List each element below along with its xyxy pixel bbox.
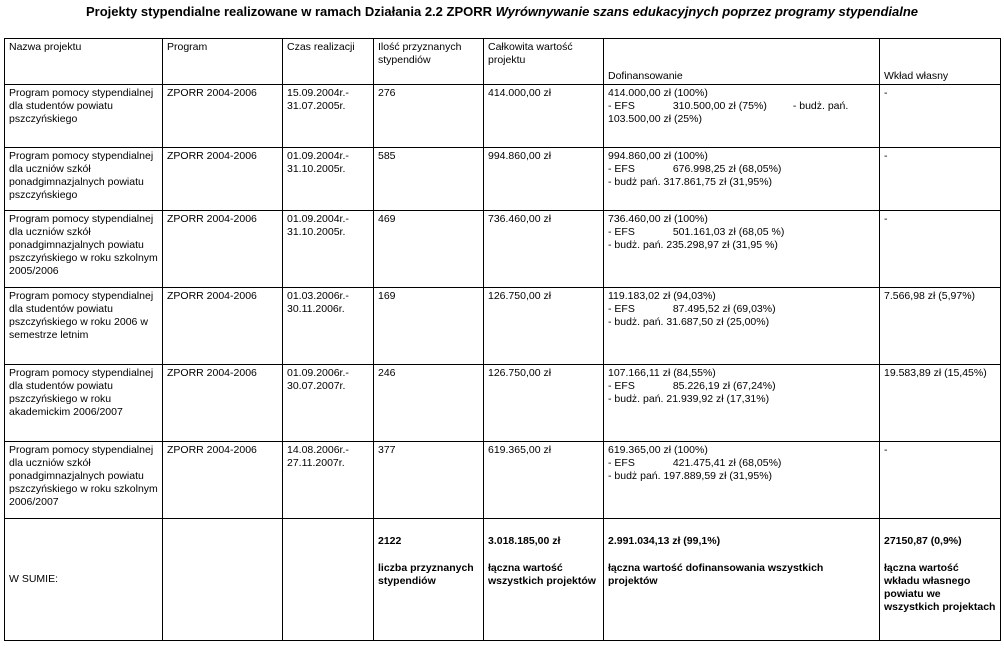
cell-time: 01.09.2004r.- 31.10.2005r.: [283, 211, 374, 288]
cell-funding: 736.460,00 zł (100%) - EFS 501.161,03 zł (68,05 %) - budż. pań. 235.298,97 zł (31,95 %): [604, 211, 880, 288]
cell-name: Program pomocy stypendialnej dla studentów powiatu pszczyńskiego: [5, 85, 163, 148]
cell-count: 276: [374, 85, 484, 148]
header-program: Program: [163, 39, 283, 85]
page-title: [0, 4, 1004, 19]
summary-funding: 2.991.034,13 zł (99,1%) łączna wartość dofinansowania wszystkich projektów: [604, 519, 880, 641]
table-row: [5, 288, 1001, 365]
title-main: Projekty stypendialne realizowane w ramach Działania 2.2 ZPORR: [85, 4, 493, 19]
cell-total: 126.750,00 zł: [484, 365, 604, 442]
cell-funding: 107.166,11 zł (84,55%) - EFS 85.226,19 zł (67,24%) - budż. pań. 21.939,92 zł (17,31%): [604, 365, 880, 442]
header-funding: Dofinansowanie: [604, 39, 880, 85]
cell-funding: 414.000,00 zł (100%) - EFS 310.500,00 zł (75%) - budż. pań. 103.500,00 zł (25%): [604, 85, 880, 148]
cell-count: 469: [374, 211, 484, 288]
cell-own: -: [880, 442, 1001, 519]
cell-own: 7.566,98 zł (5,97%): [880, 288, 1001, 365]
header-total: Całkowita wartość projektu: [484, 39, 604, 85]
table-row: [5, 442, 1001, 519]
cell-time: 01.09.2004r.- 31.10.2005r.: [283, 148, 374, 211]
header-row: [5, 39, 1001, 85]
cell-program: ZPORR 2004-2006: [163, 288, 283, 365]
cell-name: Program pomocy stypendialnej dla uczniów szkół ponadgimnazjalnych powiatu pszczyńskiego: [5, 148, 163, 211]
cell-time: 15.09.2004r.- 31.07.2005r.: [283, 85, 374, 148]
summary-total: 3.018.185,00 zł łączna wartość wszystkich projektów: [484, 519, 604, 641]
cell-program: ZPORR 2004-2006: [163, 148, 283, 211]
cell-count: 377: [374, 442, 484, 519]
cell-own: -: [880, 148, 1001, 211]
table-row: [5, 211, 1001, 288]
summary-own: 27150,87 (0,9%) łączna wartość wkładu własnego powiatu we wszystkich projektach: [880, 519, 1001, 641]
cell-count: 585: [374, 148, 484, 211]
header-time: Czas realizacji: [283, 39, 374, 85]
cell-name: Program pomocy stypendialnej dla studentów powiatu pszczyńskiego w roku 2006 w semestrze letnim: [5, 288, 163, 365]
cell-time: 14.08.2006r.- 27.11.2007r.: [283, 442, 374, 519]
summary-empty-time: [283, 519, 374, 641]
cell-time: 01.03.2006r.- 30.11.2006r.: [283, 288, 374, 365]
cell-count: 246: [374, 365, 484, 442]
table-row: [5, 365, 1001, 442]
cell-count: 169: [374, 288, 484, 365]
summary-label: W SUMIE:: [5, 519, 163, 641]
cell-total: 736.460,00 zł: [484, 211, 604, 288]
cell-program: ZPORR 2004-2006: [163, 211, 283, 288]
cell-funding: 119.183,02 zł (94,03%) - EFS 87.495,52 zł (69,03%) - budż. pań. 31.687,50 zł (25,00%): [604, 288, 880, 365]
cell-funding: 619.365,00 zł (100%) - EFS 421.475,41 zł (68,05%) - budż pań. 197.889,59 zł (31,95%): [604, 442, 880, 519]
summary-row: [5, 519, 1001, 641]
cell-own: -: [880, 85, 1001, 148]
cell-name: Program pomocy stypendialnej dla uczniów szkół ponadgimnazjalnych powiatu pszczyńskiego w roku szkolnym 2006/2007: [5, 442, 163, 519]
cell-program: ZPORR 2004-2006: [163, 365, 283, 442]
summary-empty-program: [163, 519, 283, 641]
cell-program: ZPORR 2004-2006: [163, 442, 283, 519]
cell-name: Program pomocy stypendialnej dla studentów powiatu pszczyńskiego w roku akademickim 2006/2007: [5, 365, 163, 442]
header-own: Wkład własny: [880, 39, 1001, 85]
cell-time: 01.09.2006r.- 30.07.2007r.: [283, 365, 374, 442]
title-italic: Wyrównywanie szans edukacyjnych poprzez programy stypendialne: [495, 4, 919, 19]
header-count: Ilość przyznanych stypendiów: [374, 39, 484, 85]
cell-own: 19.583,89 zł (15,45%): [880, 365, 1001, 442]
table-row: [5, 148, 1001, 211]
cell-total: 619.365,00 zł: [484, 442, 604, 519]
cell-own: -: [880, 211, 1001, 288]
cell-total: 126.750,00 zł: [484, 288, 604, 365]
table-row: [5, 85, 1001, 148]
projects-table: [4, 38, 1001, 641]
cell-funding: 994.860,00 zł (100%) - EFS 676.998,25 zł (68,05%) - budż pań. 317.861,75 zł (31,95%): [604, 148, 880, 211]
cell-name: Program pomocy stypendialnej dla uczniów szkół ponadgimnazjalnych powiatu pszczyńskiego w roku szkolnym 2005/2006: [5, 211, 163, 288]
cell-total: 414.000,00 zł: [484, 85, 604, 148]
summary-count: 2122 liczba przyznanych stypendiów: [374, 519, 484, 641]
cell-program: ZPORR 2004-2006: [163, 85, 283, 148]
cell-total: 994.860,00 zł: [484, 148, 604, 211]
header-name: Nazwa projektu: [5, 39, 163, 85]
